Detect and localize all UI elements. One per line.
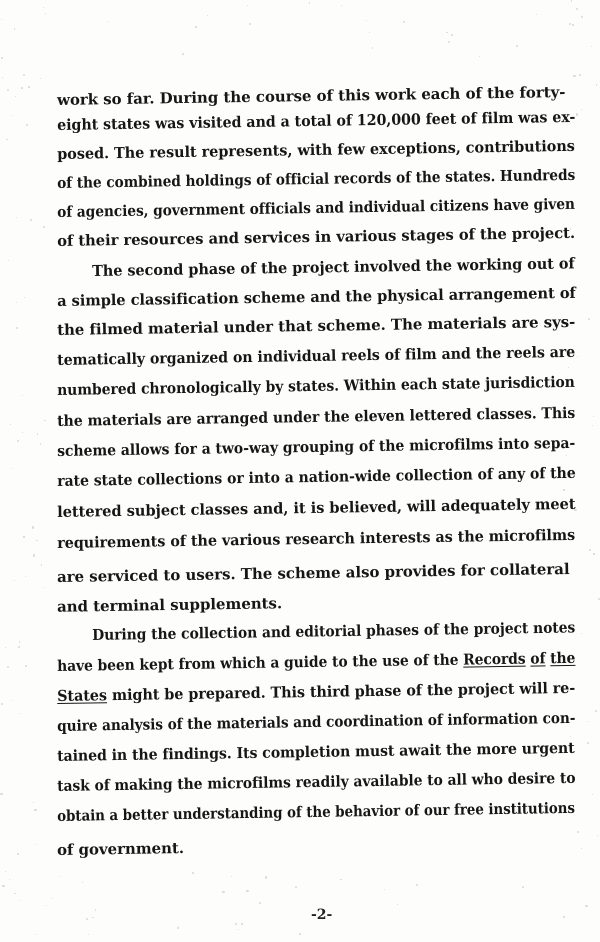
- speckle: [25, 665, 27, 667]
- speckle: [222, 891, 224, 893]
- speckle: [11, 115, 12, 116]
- speckle: [573, 75, 575, 77]
- text-segment: are serviced to users. The scheme also provides for collateral: [56, 559, 570, 587]
- text-line: [57, 434, 575, 460]
- speckle: [516, 45, 518, 47]
- text-line: [57, 526, 575, 552]
- speckle: [195, 26, 197, 28]
- speckle: [579, 74, 581, 76]
- text-segment: tained in the findings. Its completion must await the more urgent: [57, 738, 575, 765]
- speckle: [446, 32, 448, 34]
- speckle: [598, 598, 600, 600]
- speckle: [46, 905, 47, 906]
- speckle: [295, 886, 297, 888]
- speckle: [28, 86, 30, 88]
- speckle: [238, 929, 239, 930]
- text-segment: requirements of the various research interests as the microfilms: [57, 525, 576, 552]
- speckle: [9, 879, 10, 880]
- speckle: [23, 74, 25, 76]
- speckle: [41, 564, 42, 565]
- text-line: [57, 560, 570, 586]
- speckle: [82, 882, 83, 883]
- text-segment: task of making the microfilms readily available to all who desire to: [57, 768, 576, 795]
- page-number: -2-: [311, 907, 333, 923]
- speckle: [577, 831, 579, 833]
- speckle: [577, 356, 578, 357]
- text-line: [57, 108, 575, 134]
- speckle: [36, 540, 38, 542]
- speckle: [34, 809, 36, 811]
- speckle: [40, 443, 41, 444]
- speckle: [26, 124, 28, 126]
- text-line: [57, 137, 575, 163]
- speckle: [6, 139, 7, 140]
- speckle: [30, 219, 32, 221]
- speckle: [566, 455, 567, 456]
- speckle: [5, 647, 6, 648]
- speckle: [397, 904, 398, 905]
- speckle: [207, 15, 208, 16]
- speckle: [52, 898, 53, 899]
- speckle: [11, 700, 12, 701]
- text-line: [57, 739, 575, 765]
- speckle: [596, 84, 597, 85]
- text-segment: eight states was visited and a total of 120,000 feet of film was ex-: [57, 107, 576, 134]
- speckle: [45, 13, 46, 14]
- speckle: [14, 893, 15, 894]
- speckle: [15, 96, 16, 97]
- text-line: [57, 284, 576, 310]
- speckle: [247, 5, 248, 6]
- speckle: [22, 395, 23, 396]
- speckle: [585, 905, 587, 907]
- text-segment: posed. The result represents, with few exceptions, contributions: [57, 136, 575, 163]
- speckle: [576, 113, 578, 115]
- speckle: [86, 918, 88, 920]
- speckle: [16, 302, 17, 303]
- text-line: [92, 618, 575, 644]
- speckle: [32, 526, 34, 528]
- text-segment: tematically organized on individual reels of film and the reels are: [57, 342, 576, 369]
- speckle: [36, 844, 37, 845]
- text-segment: and terminal supplements.: [56, 594, 283, 616]
- speckle: [536, 14, 537, 15]
- text-segment: During the collection and editorial phases of the project notes: [92, 618, 576, 644]
- speckle: [14, 580, 15, 581]
- speckle: [1, 703, 3, 705]
- speckle: [563, 489, 564, 490]
- text-line: [92, 254, 575, 280]
- speckle: [17, 853, 19, 855]
- text-line: [57, 679, 575, 705]
- speckle: [562, 263, 564, 265]
- speckle: [19, 641, 21, 643]
- speckle: [448, 41, 450, 43]
- speckle: [21, 87, 23, 89]
- text-segment: lettered subject classes and, it is believed, will adequately meet: [57, 494, 576, 521]
- speckle: [235, 923, 237, 925]
- speckle: [581, 633, 582, 634]
- speckle: [581, 848, 582, 849]
- speckle: [589, 549, 591, 551]
- speckle: [570, 736, 571, 737]
- speckle: [581, 16, 583, 18]
- speckle: [588, 318, 590, 320]
- text-segment: of agencies, government officials and individual citizens have given: [57, 194, 576, 221]
- text-line: [57, 83, 566, 109]
- speckle: [25, 576, 26, 577]
- speckle: [40, 78, 41, 79]
- speckle: [107, 21, 108, 22]
- speckle: [22, 432, 23, 433]
- speckle: [479, 56, 480, 57]
- text-segment: have been kept from which a guide to the use of the: [57, 650, 464, 675]
- text-segment: might be prepared. This third phase of the project will re-: [106, 678, 576, 705]
- speckle: [12, 468, 14, 470]
- text-segment: scheme allows for a two-way grouping of the microfilms into sepa-: [57, 433, 576, 460]
- speckle: [37, 433, 39, 435]
- speckle: [33, 802, 34, 803]
- speckle: [1, 57, 3, 59]
- speckle: [341, 5, 342, 6]
- speckle: [372, 47, 374, 49]
- speckle: [581, 109, 582, 110]
- text-line: [57, 495, 576, 521]
- speckle: [2, 77, 3, 78]
- speckle: [451, 34, 453, 36]
- speckle: [182, 53, 184, 55]
- speckle: [8, 260, 10, 262]
- text-line: [57, 799, 575, 825]
- text-segment: work so far. During the course of this work each of the forty-: [56, 83, 566, 109]
- speckle: [23, 536, 24, 537]
- text-segment: the materials are arranged under the eleven lettered classes. This: [57, 403, 576, 430]
- text-segment: of government.: [56, 839, 185, 859]
- records-of-the-states-link-text: of: [530, 649, 546, 668]
- speckle: [1, 19, 2, 20]
- text-line: [57, 404, 575, 430]
- speckle: [569, 293, 571, 295]
- speckle: [568, 367, 569, 368]
- speckle: [574, 509, 576, 511]
- speckle: [88, 934, 90, 936]
- speckle: [5, 871, 6, 872]
- speckle: [7, 89, 9, 91]
- speckle: [366, 20, 367, 21]
- speckle: [572, 24, 574, 26]
- speckle: [44, 587, 45, 588]
- speckle: [591, 46, 592, 47]
- speckle: [231, 876, 232, 877]
- text-line: [57, 313, 575, 339]
- text-line: [57, 343, 575, 369]
- text-segment: The second phase of the project involved the working out of: [92, 254, 575, 280]
- speckle: [10, 424, 11, 425]
- speckle: [571, 325, 572, 326]
- speckle: [403, 21, 405, 23]
- speckle: [597, 835, 598, 836]
- text-segment: the filmed material under that scheme. The materials are sys-: [57, 312, 576, 339]
- speckle: [17, 440, 19, 442]
- speckle: [592, 425, 594, 427]
- text-segment: quire analysis of the materials and coordination of information con-: [57, 708, 576, 735]
- speckle: [95, 909, 97, 911]
- speckle: [43, 226, 45, 228]
- speckle: [587, 742, 589, 744]
- text-line: [57, 224, 575, 250]
- speckle: [563, 916, 565, 918]
- speckle: [593, 416, 594, 417]
- speckle: [246, 890, 248, 892]
- text-line: [57, 769, 576, 795]
- speckle: [571, 0, 573, 2]
- speckle: [340, 879, 341, 880]
- speckle: [384, 889, 385, 890]
- speckle: [20, 900, 21, 901]
- speckle: [259, 902, 261, 904]
- speckle: [573, 145, 575, 147]
- speckle: [24, 297, 25, 298]
- speckle: [576, 8, 578, 10]
- speckle: [177, 927, 179, 929]
- text-line: [57, 839, 184, 859]
- speckle: [60, 876, 61, 877]
- text-line: [57, 594, 282, 616]
- speckle: [16, 327, 18, 329]
- speckle: [595, 710, 597, 712]
- speckle: [33, 554, 35, 556]
- speckle: [7, 666, 9, 668]
- speckle: [44, 420, 45, 421]
- speckle: [416, 884, 418, 886]
- speckle: [2, 885, 4, 887]
- speckle: [265, 876, 267, 878]
- text-line: [57, 195, 575, 221]
- speckle: [35, 934, 36, 935]
- speckle: [92, 917, 93, 918]
- speckle: [14, 28, 16, 30]
- speckle: [309, 2, 310, 3]
- speckle: [241, 923, 243, 925]
- records-of-the-states-link-text: States: [57, 686, 108, 705]
- speckle: [0, 793, 2, 795]
- text-segment: obtain a better understanding of the behavior of our free institutions: [57, 798, 576, 825]
- speckle: [299, 933, 301, 935]
- text-line: [57, 709, 576, 735]
- speckle: [18, 646, 20, 648]
- text-segment: of their resources and services in various stages of the project.: [57, 223, 576, 250]
- text-segment: a simple classification scheme and the physical arrangement of: [57, 283, 576, 310]
- text-segment: numbered chronologically by states. Within each state jurisdiction: [57, 372, 575, 399]
- speckle: [587, 721, 588, 722]
- speckle: [522, 886, 524, 888]
- text-segment: of the combined holdings of official records of the states. Hundreds: [57, 165, 576, 192]
- text-segment: rate state collections or into a nation-wide collection of any of the: [57, 463, 576, 490]
- speckle: [43, 7, 44, 8]
- speckle: [249, 23, 251, 25]
- text-line: [57, 166, 575, 192]
- speckle: [569, 23, 571, 25]
- text-line: [57, 373, 575, 399]
- speckle: [570, 228, 571, 229]
- text-line: [57, 464, 576, 490]
- speckle: [592, 794, 593, 795]
- text-line: [57, 649, 575, 675]
- records-of-the-states-link-text: Records: [463, 649, 526, 669]
- speckle: [16, 217, 17, 218]
- records-of-the-states-link-text: the: [550, 648, 576, 668]
- speckle: [20, 713, 21, 714]
- speckle: [593, 553, 595, 555]
- speckle: [192, 872, 194, 874]
- speckle: [369, 32, 370, 33]
